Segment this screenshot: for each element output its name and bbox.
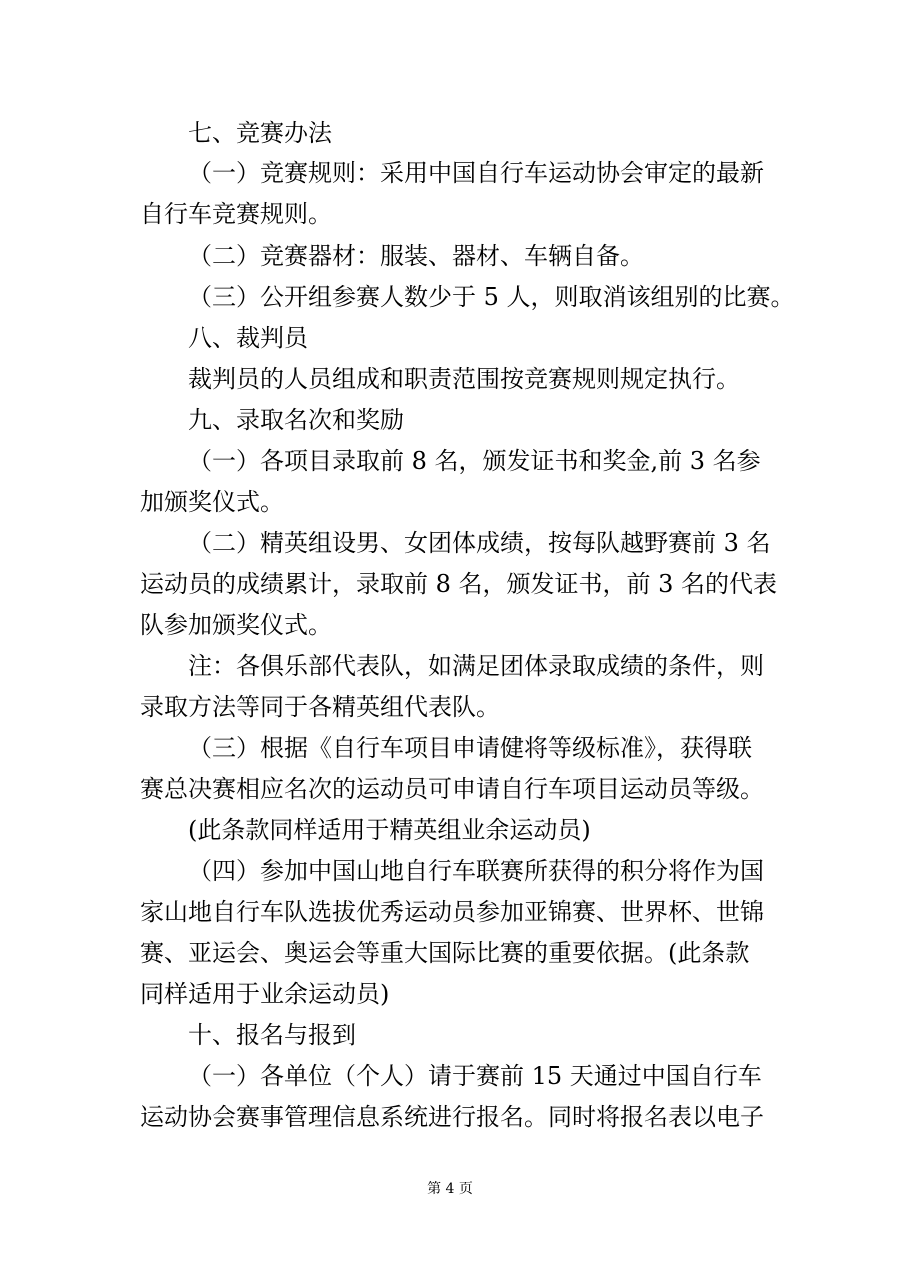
- paragraph-line: （二）精英组设男、女团体成绩，按每队越野赛前 3 名: [188, 529, 771, 557]
- paragraph-line: （四）参加中国山地自行车联赛所获得的积分将作为国: [188, 857, 764, 885]
- paragraph-line: 赛、亚运会、奥运会等重大国际比赛的重要依据。(此条款: [140, 939, 750, 967]
- section-heading-ranking-awards: 九、录取名次和奖励: [188, 406, 404, 434]
- section-heading-registration: 十、报名与报到: [188, 1021, 356, 1049]
- section-heading-competition-method: 七、竞赛办法: [188, 119, 332, 147]
- paragraph-line: 赛总决赛相应名次的运动员可申请自行车项目运动员等级。: [140, 775, 764, 803]
- paragraph-line: （一）各单位（个人）请于赛前 15 天通过中国自行车: [188, 1062, 762, 1090]
- paragraph-line: 运动员的成绩累计，录取前 8 名，颁发证书，前 3 名的代表: [140, 570, 778, 598]
- paragraph-line: 注：各俱乐部代表队，如满足团体录取成绩的条件，则: [188, 652, 764, 680]
- paragraph-line: 录取方法等同于各精英组代表队。: [140, 693, 500, 721]
- paragraph-line: （二）竞赛器材：服装、器材、车辆自备。: [188, 242, 644, 270]
- paragraph-line: （一）竞赛规则：采用中国自行车运动协会审定的最新: [188, 159, 764, 187]
- paragraph-line: （一）各项目录取前 8 名，颁发证书和奖金,前 3 名参: [188, 447, 761, 475]
- paragraph-line: 队参加颁奖仪式。: [140, 611, 332, 639]
- paragraph-line: 家山地自行车队选拔优秀运动员参加亚锦赛、世界杯、世锦: [140, 898, 764, 926]
- paragraph-line: （三）根据《自行车项目申请健将等级标准》，获得联: [188, 734, 752, 762]
- page-number-footer: 第 4 页: [427, 1181, 473, 1197]
- paragraph-line: (此条款同样适用于精英组业余运动员): [188, 816, 591, 844]
- paragraph-line: 同样适用于业余运动员): [140, 980, 390, 1008]
- paragraph-line: 裁判员的人员组成和职责范围按竞赛规则规定执行。: [188, 365, 740, 393]
- paragraph-line: 运动协会赛事管理信息系统进行报名。同时将报名表以电子: [140, 1103, 764, 1131]
- paragraph-line: 加颁奖仪式。: [140, 488, 284, 516]
- paragraph-line: （三）公开组参赛人数少于 5 人，则取消该组别的比赛。: [188, 283, 795, 311]
- section-heading-referees: 八、裁判员: [188, 324, 308, 352]
- paragraph-line: 自行车竞赛规则。: [140, 200, 332, 228]
